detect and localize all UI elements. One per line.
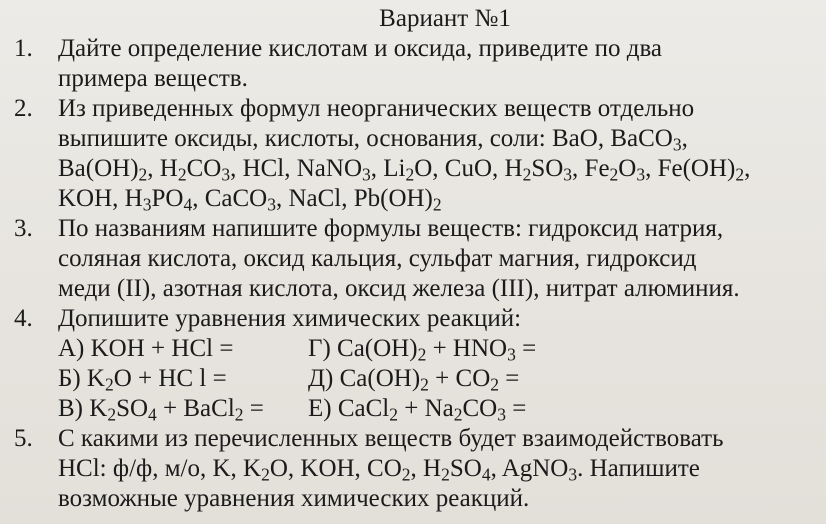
task-line: Из приведенных формул неорганических веществ отдельно [58,95,695,122]
equation: А) KOH + HCl = [58,335,234,362]
task-5 [12,424,818,514]
task-number: 3. [14,215,33,242]
task-line: выпишите оксиды, кислоты, основания, соли: BaO, BaCO$_3$, [58,125,688,155]
equation: Б) $K_2O$ + HC l = [58,365,227,395]
task-line: С какими из перечисленных веществ будет взаимодействовать [58,425,724,452]
equation-row [58,334,818,364]
task-line: HCl: ф/ф, м/о, K, $K_2O$, KOH, $CO_2$, $H_2SO_4$, AgNO$_3$. Напишите [58,455,700,485]
task-line: Допишите уравнения химических реакций: [58,305,522,332]
equation: Д) $Ca(OH)_2 + CO_2$ = [308,365,520,395]
task-line: KOH, $H_3PO_4$, CaCO$_3$, NaCl, $Pb(OH)_2$ [58,185,442,215]
equation-row [58,394,818,424]
task-number: 1. [14,35,33,62]
task-3 [12,214,818,304]
task-1 [12,34,818,94]
task-line: $Ba(OH)_2$, $H_2CO_3$, HCl, NaNO$_3$, $Li_2O$, CuO, $H_2SO_3$, $Fe_2O_3$, $Fe(OH)_2$, [58,155,751,185]
equation: В) $K_2SO_4$ + BaCl$_2$ = [58,395,264,425]
equation: Г) $Ca(OH)_2 + HNO_3$ = [308,335,537,365]
variant-title: Вариант №1 [379,5,511,32]
task-4 [12,304,818,424]
task-line: соляная кислота, оксид кальция, сульфат магния, гидроксид [58,245,697,272]
task-line: меди (II), азотная кислота, оксид железа (III), нитрат алюминия. [58,275,740,302]
task-line: примера веществ. [58,65,248,92]
equation-row [58,364,818,394]
task-number: 5. [14,425,33,452]
task-number: 4. [14,305,33,332]
task-number: 2. [14,95,33,122]
equation: Е) CaCl$_2$ + $Na_2CO_3$ = [308,395,527,425]
task-line: Дайте определение кислотам и оксида, приведите по два [58,35,663,62]
task-line: По названиям напишите формулы веществ: гидроксид натрия, [58,215,724,242]
task-2 [12,94,818,214]
task-line: возможные уравнения химических реакций. [58,485,530,512]
